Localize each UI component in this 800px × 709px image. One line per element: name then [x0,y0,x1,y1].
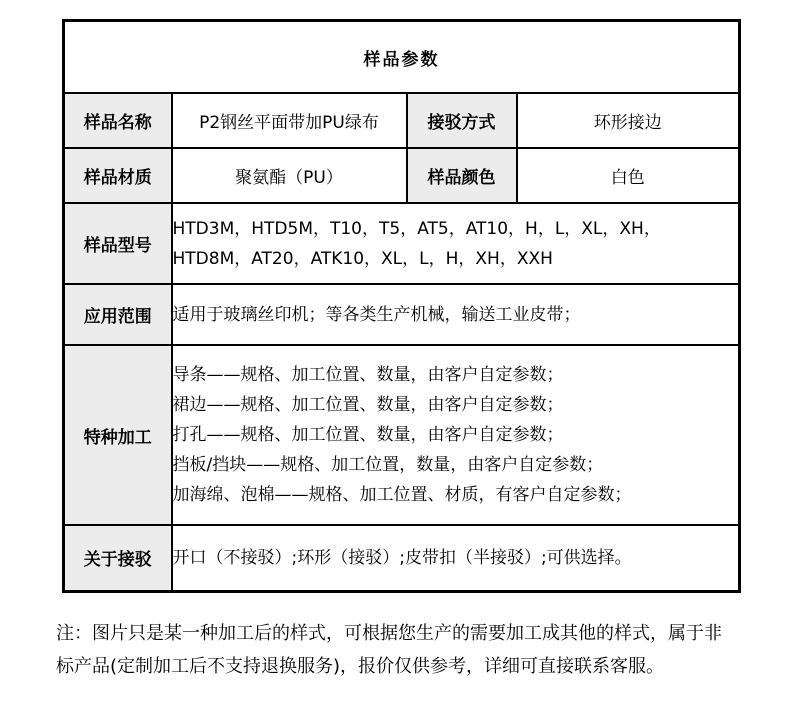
special-line-punching: 打孔——规格、加工位置、数量，由客户自定参数； [172,425,564,445]
value-sample-name: P2钢丝平面带加PU绿布 [172,93,407,148]
row-sample-model [64,203,740,284]
label-sample-material: 样品材质 [64,148,172,203]
model-line-1: HTD3M，HTD5M，T10，T5，AT5，AT10，H，L，XL，XH， [172,218,661,239]
row-about-joint [64,525,740,591]
value-application-scope: 适用于玻璃丝印机；等各类生产机械，输送工业皮带； [172,284,740,345]
label-about-joint: 关于接驳 [64,525,172,591]
special-line-skirt-edge: 裙边——规格、加工位置、数量，由客户自定参数； [172,395,564,415]
label-joint-method: 接驳方式 [407,93,517,148]
row-application-scope [64,284,740,345]
label-sample-name: 样品名称 [64,93,172,148]
value-sample-color: 白色 [517,148,740,203]
table-title: 样品参数 [64,21,740,94]
label-application-scope: 应用范围 [64,284,172,345]
special-line-guide-strip: 导条——规格、加工位置、数量，由客户自定参数； [172,365,564,385]
footer-note [56,617,756,683]
table-title-row [64,21,740,94]
footer-note-line-2: 标产品(定制加工后不支持退换服务)，报价仅供参考，详细可直接联系客服。 [56,656,665,677]
label-special-processing: 特种加工 [64,345,172,525]
footer-note-line-1: 注：图片只是某一种加工后的样式，可根据您生产的需要加工成其他的样式，属于非 [56,623,722,644]
value-sample-material: 聚氨酯（PU） [172,148,407,203]
label-sample-model: 样品型号 [64,203,172,284]
label-sample-color: 样品颜色 [407,148,517,203]
row-sample-name [64,93,740,148]
sample-parameters-table [62,19,741,593]
value-about-joint: 开口（不接驳）;环形（接驳）;皮带扣（半接驳）;可供选择。 [172,525,740,591]
special-line-baffle: 挡板/挡块——规格、加工位置，数量，由客户自定参数； [172,455,604,475]
row-sample-material [64,148,740,203]
value-sample-model [172,203,740,284]
special-line-sponge-foam: 加海绵、泡棉——规格、加工位置、材质，有客户自定参数； [172,485,632,505]
value-special-processing [172,345,740,525]
model-line-2: HTD8M，AT20，ATK10，XL，L，H，XH，XXH [172,248,553,269]
value-joint-method: 环形接边 [517,93,740,148]
row-special-processing [64,345,740,525]
